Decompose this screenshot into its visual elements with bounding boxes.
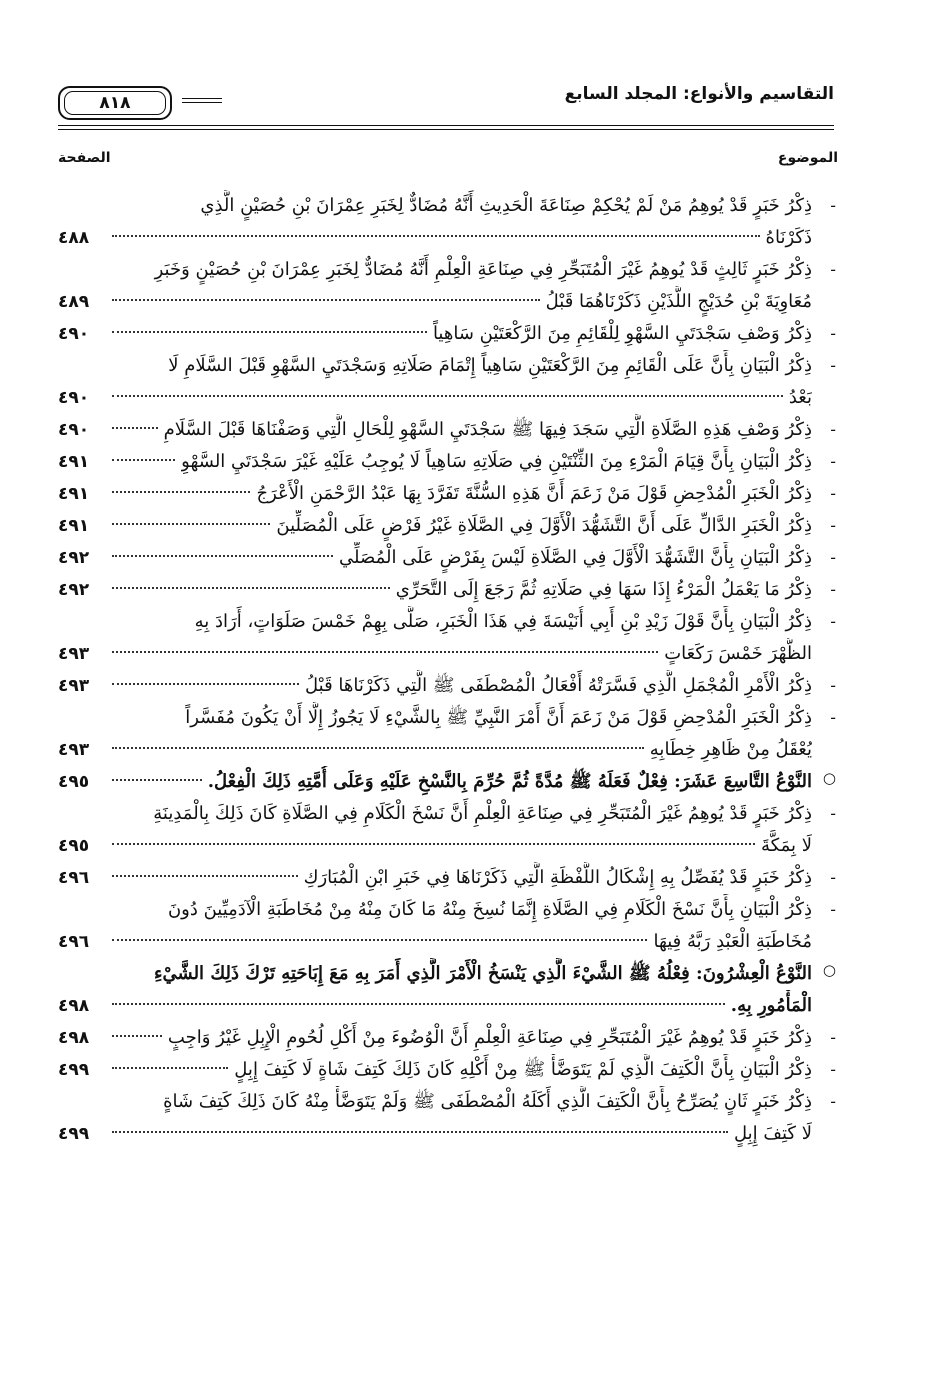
entry-line (58, 350, 812, 382)
entry-page-number: ٤٩١ (58, 452, 90, 472)
dash-bullet-icon: - (830, 868, 836, 887)
dash-bullet-icon: - (830, 260, 836, 279)
entry-text: ذِكْرُ خَبَرٍ قَدْ يُفَصِّلُ بِهِ إِشْكَالُ اللَّفْظَةِ الَّتِي ذَكَرْنَاهَا فِي خَبَرِ ابْنِ الْمُبَارَكِ (303, 867, 812, 888)
entry-line (58, 926, 812, 958)
entry-text: ذِكْرُ خَبَرٍ قَدْ يُوهِمُ غَيْرَ الْمُتَبَحِّرِ فِي صِنَاعَةِ الْعِلْمِ أَنَّ نَسْخَ الْكَلَامِ فِي الصَّلَاةِ كَانَ ذَلِكَ بِالْمَدِينَةِ (153, 803, 812, 824)
dot-leader (112, 587, 390, 589)
entry-text: ذِكْرُ مَا يَعْمَلُ الْمَرْءُ إِذَا سَهَا فِي صَلَاتِهِ ثُمَّ رَجَعَ إِلَى التَّحَرِّي (395, 579, 812, 600)
entry-page-number: ٤٩٢ (58, 548, 90, 568)
entry-text: الظُّهْرَ خَمْسَ رَكَعَاتٍ (664, 643, 812, 664)
page-caption: الصفحة (58, 150, 111, 166)
running-title: التقاسيم والأنواع: المجلد السابع (564, 84, 834, 104)
entry-text: لَا كَتِفَ إِبِلٍ (734, 1123, 812, 1144)
entry-line (58, 990, 812, 1022)
entry-text: ذِكْرُ الْبَيَانِ بِأَنَّ عَلَى الْقَائِمِ مِنَ الرَّكْعَتَيْنِ سَاهِياً إِتْمَامَ صَلَاتِهِ وَسَجْدَتَيِ السَّهْوِ قَبْلَ السَّلَامِ لَا (168, 355, 812, 376)
entry-line (58, 670, 812, 702)
subject-caption: الموضوع (777, 150, 838, 166)
entry-line (58, 254, 812, 286)
entry-line (58, 830, 812, 862)
toc-entry (58, 574, 838, 606)
entry-line (58, 734, 812, 766)
entry-text: ذِكْرُ وَصْفِ سَجْدَتَيِ السَّهْوِ لِلْقَائِمِ مِنَ الرَّكْعَتَيْنِ سَاهِياً (432, 323, 812, 344)
dash-bullet-icon: - (830, 452, 836, 471)
entry-text: ذِكْرُ الْبَيَانِ بِأَنَّ التَّشَهُّدَ الْأَوَّلَ فِي الصَّلَاةِ لَيْسَ بِفَرْضٍ عَلَى الْمُصَلِّي (339, 547, 812, 568)
dash-bullet-icon: - (830, 900, 836, 919)
entry-text: يُعْقَلُ مِنْ ظَاهِرِ خِطَابِهِ (649, 739, 812, 760)
entry-page-number: ٤٩١ (58, 484, 90, 504)
entry-text: ذِكْرُ الْخَبَرِ الْمُدْحِضِ قَوْلَ مَنْ زَعَمَ أَنَّ أَمْرَ النَّبِيِّ ﷺ بِالشَّيْءِ لَا يَجُوزُ إِلَّا أَنْ يَكُونَ مُفَسَّراً (185, 707, 812, 728)
dot-leader (112, 235, 760, 237)
dot-leader (112, 1003, 725, 1005)
entry-text: الْمَأْمُورِ بِهِ. (730, 995, 812, 1016)
entry-line (58, 446, 812, 478)
entry-line (58, 286, 812, 318)
dot-leader (112, 523, 270, 525)
dash-bullet-icon: - (830, 1092, 836, 1111)
entry-line (58, 894, 812, 926)
entry-text: ذِكْرُ الْبَيَانِ بِأَنَّ قِيَامَ الْمَرْءِ مِنَ الثِّنْتَيْنِ فِي صَلَاتِهِ سَاهِياً لَا يُوجِبُ عَلَيْهِ غَيْرَ سَجْدَتَيِ السَّهْوِ (181, 451, 812, 472)
entry-line (58, 510, 812, 542)
page-number: ٨١٨ (64, 91, 166, 115)
entry-line (58, 862, 812, 894)
entry-text: بَعْدُ (788, 387, 812, 408)
entry-line (58, 478, 812, 510)
dot-leader (112, 779, 202, 781)
entry-line (58, 638, 812, 670)
entry-line (58, 574, 812, 606)
entry-text: النَّوْعُ الْعِشْرُونَ: فِعْلُهُ ﷺ الشَّيْءَ الَّذِي يَنْسَخُ الْأَمْرَ الَّذِي أَمَرَ بِهِ مَعَ إِبَاحَتِهِ تَرْكَ ذَلِكَ الشَّيْءِ (154, 963, 812, 984)
toc-entry (58, 254, 838, 318)
toc-entry (58, 798, 838, 862)
dot-leader (112, 683, 299, 685)
dot-leader (112, 939, 647, 941)
dash-bullet-icon: - (830, 676, 836, 695)
dash-bullet-icon: - (830, 708, 836, 727)
entry-line (58, 606, 812, 638)
toc-section-heading (58, 766, 838, 798)
dash-bullet-icon: - (830, 420, 836, 439)
dot-leader (112, 299, 540, 301)
dot-leader (112, 555, 333, 557)
entry-line (58, 1118, 812, 1150)
entry-line (58, 766, 812, 798)
dash-bullet-icon: - (830, 484, 836, 503)
toc-entry (58, 606, 838, 670)
dot-leader (112, 459, 175, 461)
toc-entry (58, 190, 838, 254)
entry-page-number: ٤٩٦ (58, 932, 90, 952)
entry-page-number: ٤٩٣ (58, 644, 90, 664)
entry-line (58, 958, 812, 990)
dot-leader (112, 491, 250, 493)
entry-page-number: ٤٨٩ (58, 292, 90, 312)
toc-entry (58, 318, 838, 350)
header-rule (58, 125, 834, 126)
entry-text: ذِكْرُ الْخَبَرِ الدَّالِّ عَلَى أَنَّ التَّشَهُّدَ الْأَوَّلَ فِي الصَّلَاةِ غَيْرُ فَرْضٍ عَلَى الْمُصَلِّينَ (276, 515, 812, 536)
dash-bullet-icon: - (830, 324, 836, 343)
toc-entry (58, 894, 838, 958)
entry-page-number: ٤٩٩ (58, 1060, 90, 1080)
ring-bullet-icon: ○ (822, 769, 836, 787)
dash-bullet-icon: - (830, 196, 836, 215)
toc-entry (58, 542, 838, 574)
header-rule (58, 129, 834, 130)
column-captions (58, 150, 838, 174)
entry-page-number: ٤٩٨ (58, 996, 90, 1016)
entry-page-number: ٤٩٠ (58, 420, 90, 440)
entry-text: النَّوْعُ التَّاسِعَ عَشَرَ: فِعْلٌ فَعَلَهُ ﷺ مُدَّةً ثُمَّ حُرِّمَ بِالنَّسْخِ عَلَيْهِ وَعَلَى أُمَّتِهِ ذَلِكَ الْفِعْلُ. (207, 771, 812, 792)
entry-text: ذَكَرْنَاهُ (765, 227, 812, 248)
entry-text: مُعَاوِيَةَ بْنِ حُدَيْجٍ اللَّذَيْنِ ذَكَرْنَاهُمَا قَبْلُ (545, 291, 812, 312)
dot-leader (112, 395, 783, 397)
entry-text: ذِكْرُ خَبَرٍ قَدْ يُوهِمُ غَيْرَ الْمُتَبَحِّرِ فِي صِنَاعَةِ الْعِلْمِ أَنَّ الْوُضُوءَ مِنْ أَكْلِ لُحُومِ الْإِبِلِ غَيْرُ وَاجِبٍ (167, 1027, 812, 1048)
entry-text: ذِكْرُ الْبَيَانِ بِأَنَّ قَوْلَ زَيْدِ بْنِ أَبِي أُنَيْسَةَ فِي هَذَا الْخَبَرِ، صَلَّى بِهِمْ خَمْسَ صَلَوَاتٍ، أَرَادَ بِهِ (194, 611, 812, 632)
entry-line (58, 318, 812, 350)
toc-entry (58, 1086, 838, 1150)
toc-entry (58, 1022, 838, 1054)
dash-bullet-icon: - (830, 1028, 836, 1047)
header-ornament-line (182, 98, 222, 99)
ring-bullet-icon: ○ (822, 961, 836, 979)
dot-leader (112, 331, 427, 333)
dot-leader (112, 1131, 728, 1133)
entry-page-number: ٤٩٩ (58, 1124, 90, 1144)
dash-bullet-icon: - (830, 612, 836, 631)
dot-leader (112, 1067, 228, 1069)
entry-page-number: ٤٨٨ (58, 228, 90, 248)
page-number-box (58, 86, 172, 120)
entry-page-number: ٤٩١ (58, 516, 90, 536)
entry-page-number: ٤٩٣ (58, 740, 90, 760)
dash-bullet-icon: - (830, 1060, 836, 1079)
entry-line (58, 702, 812, 734)
toc-section-heading (58, 958, 838, 1022)
entry-page-number: ٤٩٥ (58, 772, 90, 792)
toc-entries (58, 190, 838, 1150)
entry-page-number: ٤٩٢ (58, 580, 90, 600)
entry-line (58, 1086, 812, 1118)
entry-line (58, 382, 812, 414)
entry-text: ذِكْرُ خَبَرٍ ثَالِثٍ قَدْ يُوهِمُ غَيْرَ الْمُتَبَحِّرِ فِي صِنَاعَةِ الْعِلْمِ أَنَّهُ مُضَادٌّ لِخَبَرِ عِمْرَانَ بْنِ حُصَيْنٍ وَخَبَرِ (154, 259, 812, 280)
dash-bullet-icon: - (830, 516, 836, 535)
header-ornament-line (182, 102, 222, 103)
toc-entry (58, 862, 838, 894)
dot-leader (112, 427, 158, 429)
entry-page-number: ٤٩٣ (58, 676, 90, 696)
entry-page-number: ٤٩٨ (58, 1028, 90, 1048)
entry-line (58, 542, 812, 574)
entry-page-number: ٤٩٥ (58, 836, 90, 856)
toc-entry (58, 350, 838, 414)
entry-line (58, 1054, 812, 1086)
entry-text: ذِكْرُ وَصْفِ هَذِهِ الصَّلَاةِ الَّتِي سَجَدَ فِيهَا ﷺ سَجْدَتَيِ السَّهْوِ لِلْحَالِ الَّتِي وَصَفْنَاهَا قَبْلَ السَّلَامِ (163, 419, 812, 440)
dot-leader (112, 843, 755, 845)
entry-text: ذِكْرُ خَبَرٍ قَدْ يُوهِمُ مَنْ لَمْ يُحْكِمْ صِنَاعَةَ الْحَدِيثِ أَنَّهُ مُضَادٌّ لِخَبَرِ عِمْرَانَ بْنِ حُصَيْنٍ الَّذِي (200, 195, 812, 216)
entry-line (58, 414, 812, 446)
toc-entry (58, 478, 838, 510)
entry-text: ذِكْرُ الْخَبَرِ الْمُدْحِضِ قَوْلَ مَنْ زَعَمَ أَنَّ هَذِهِ السُّنَّةَ تَفَرَّدَ بِهَا عَبْدُ الرَّحْمَنِ الْأَعْرَجُ (256, 483, 812, 504)
toc-entry (58, 702, 838, 766)
entry-page-number: ٤٩٦ (58, 868, 90, 888)
entry-text: ذِكْرُ الْبَيَانِ بِأَنَّ الْكَتِفَ الَّذِي لَمْ يَتَوَضَّأْ ﷺ مِنْ أَكْلِهِ كَانَ ذَلِكَ كَتِفَ شَاةٍ لَا كَتِفَ إِبِلٍ (234, 1059, 812, 1080)
dot-leader (112, 747, 644, 749)
entry-line (58, 222, 812, 254)
toc-entry (58, 414, 838, 446)
running-header (58, 80, 834, 140)
entry-page-number: ٤٩٠ (58, 324, 90, 344)
toc-entry (58, 446, 838, 478)
dot-leader (112, 651, 658, 653)
entry-line (58, 190, 812, 222)
dash-bullet-icon: - (830, 580, 836, 599)
dash-bullet-icon: - (830, 548, 836, 567)
entry-text: ذِكْرُ الْأَمْرِ الْمُجْمَلِ الَّذِي فَسَّرَتْهُ أَفْعَالُ الْمُصْطَفَى ﷺ الَّتِي ذَكَرْنَاهَا قَبْلُ (305, 675, 812, 696)
dot-leader (112, 1035, 162, 1037)
entry-text: مُخَاطَبَةِ الْعَبْدِ رَبَّهُ فِيهَا (653, 931, 812, 952)
entry-text: ذِكْرُ الْبَيَانِ بِأَنَّ نَسْخَ الْكَلَامِ فِي الصَّلَاةِ إِنَّمَا نُسِخَ مِنْهُ مَا كَانَ مِنْهُ مِنْ مُخَاطَبَةِ الْآدَمِيِّينَ دُونَ (167, 899, 812, 920)
dot-leader (112, 875, 298, 877)
dash-bullet-icon: - (830, 356, 836, 375)
entry-text: لَا بِمَكَّةَ (761, 835, 812, 856)
toc-entry (58, 670, 838, 702)
dash-bullet-icon: - (830, 804, 836, 823)
entry-page-number: ٤٩٠ (58, 388, 90, 408)
toc-entry (58, 1054, 838, 1086)
toc-entry (58, 510, 838, 542)
entry-line (58, 1022, 812, 1054)
entry-text: ذِكْرُ خَبَرٍ ثَانٍ يُصَرِّحُ بِأَنَّ الْكَتِفَ الَّذِي أَكَلَهُ الْمُصْطَفَى ﷺ وَلَمْ يَتَوَضَّأْ مِنْهُ كَانَ ذَلِكَ كَتِفَ شَاةٍ (163, 1091, 812, 1112)
entry-line (58, 798, 812, 830)
